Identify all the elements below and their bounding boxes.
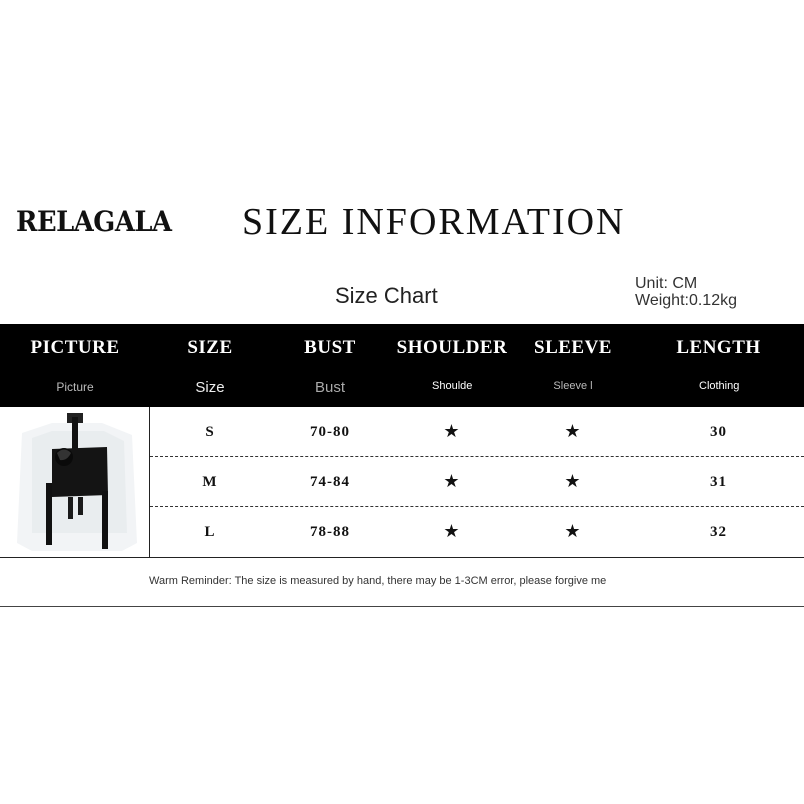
header-col-bust [270, 324, 390, 407]
header-sublabel: Sleeve l [553, 380, 593, 392]
header-label: SLEEVE [534, 337, 612, 358]
header-col-shoulder [392, 324, 512, 407]
header-label: BUST [304, 337, 356, 358]
cell-size: S [205, 424, 215, 440]
unit-label: Unit: CM [635, 275, 698, 292]
header-col-size [150, 324, 270, 407]
cell-length: 31 [710, 474, 727, 490]
header-col-length [633, 324, 804, 407]
table-row [150, 457, 804, 507]
header-col-sleeve [513, 324, 633, 407]
page-title: SIZE INFORMATION [242, 201, 626, 243]
header-sublabel: Picture [56, 380, 94, 394]
header-label: LENGTH [676, 337, 761, 358]
table-bottom-border [0, 557, 804, 558]
header-sublabel: Bust [314, 379, 345, 396]
cell-shoulder: ★ [443, 521, 461, 542]
garment-image [12, 413, 142, 553]
chart-title: Size Chart [335, 283, 438, 308]
weight-label: Weight:0.12kg [635, 292, 737, 309]
cell-sleeve: ★ [564, 521, 582, 542]
header-sublabel: Shoulde [432, 380, 472, 392]
cell-sleeve: ★ [564, 471, 582, 492]
cell-bust: 74-84 [310, 474, 350, 490]
table-row [150, 407, 804, 457]
table-row [150, 507, 804, 557]
warm-reminder: Warm Reminder: The size is measured by hand, there may be 1-3CM error, please forgive me [149, 575, 607, 587]
brand-logo: RELAGALA [16, 205, 172, 238]
cell-bust: 70-80 [310, 424, 350, 440]
footer-divider [0, 606, 804, 607]
cell-shoulder: ★ [443, 471, 461, 492]
cell-size: M [202, 474, 218, 490]
table-header [0, 324, 804, 407]
header-label: SIZE [187, 337, 233, 358]
cell-size: L [204, 524, 216, 540]
cell-length: 32 [710, 524, 727, 540]
header-label: SHOULDER [396, 337, 508, 358]
cell-shoulder: ★ [443, 421, 461, 442]
cell-sleeve: ★ [564, 421, 582, 442]
header-label: PICTURE [30, 337, 120, 358]
header-sublabel: Clothing [699, 380, 739, 392]
cell-bust: 78-88 [310, 524, 350, 540]
cell-length: 30 [710, 424, 727, 440]
header-sublabel: Size [195, 379, 225, 396]
header-col-picture [0, 324, 150, 407]
